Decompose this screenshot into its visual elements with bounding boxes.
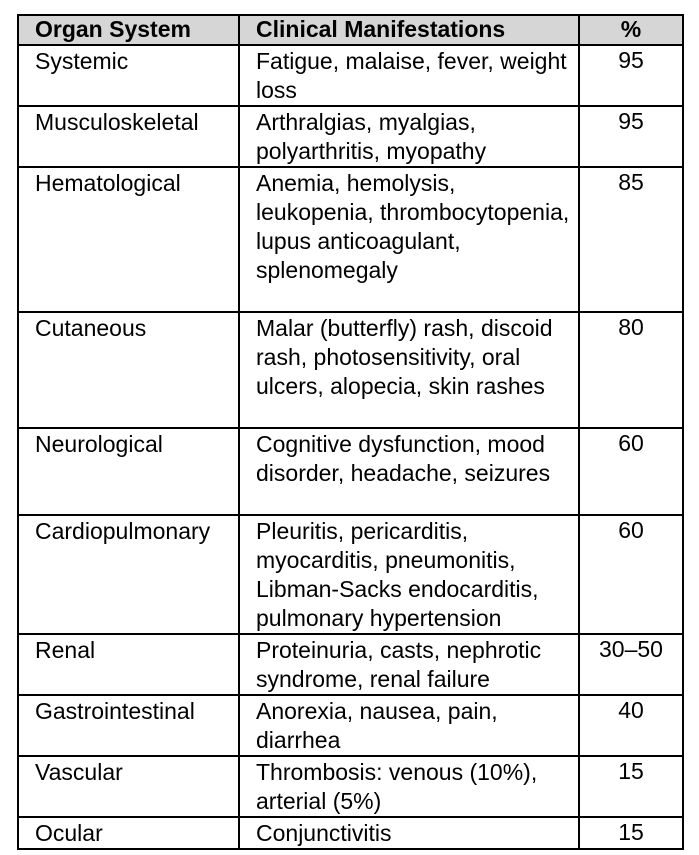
organ-cell: Cutaneous (18, 312, 239, 428)
percent-cell: 15 (579, 756, 683, 817)
percent-cell: 95 (579, 106, 683, 167)
table-row (18, 45, 683, 106)
table-row (18, 695, 683, 756)
manifestations-cell: Fatigue, malaise, fever, weight loss (239, 45, 579, 106)
header-percent: % (579, 15, 683, 45)
manifestations-cell: Anorexia, nausea, pain, diarrhea (239, 695, 579, 756)
header-clinical-manifestations: Clinical Manifestations (239, 15, 579, 45)
organ-cell: Gastrointestinal (18, 695, 239, 756)
organ-cell: Neurological (18, 428, 239, 515)
organ-cell: Systemic (18, 45, 239, 106)
manifestations-cell: Cognitive dysfunction, mood disorder, headache, seizures (239, 428, 579, 515)
percent-cell: 85 (579, 167, 683, 312)
manifestations-cell: Malar (butterfly) rash, discoid rash, photosensitivity, oral ulcers, alopecia, skin rashes (239, 312, 579, 428)
percent-cell: 80 (579, 312, 683, 428)
organ-cell: Cardiopulmonary (18, 515, 239, 634)
organ-cell: Renal (18, 634, 239, 695)
table-row (18, 312, 683, 428)
manifestations-table-container (17, 14, 682, 850)
organ-cell: Vascular (18, 756, 239, 817)
organ-cell: Musculoskeletal (18, 106, 239, 167)
table-row (18, 167, 683, 312)
percent-cell: 30–50 (579, 634, 683, 695)
organ-cell: Hematological (18, 167, 239, 312)
table-row (18, 817, 683, 849)
table-row (18, 756, 683, 817)
manifestations-cell: Pleuritis, pericarditis, myocarditis, pneumonitis, Libman-Sacks endocarditis, pulmonary hypertension (239, 515, 579, 634)
manifestations-cell: Arthralgias, myalgias, polyarthritis, myopathy (239, 106, 579, 167)
percent-cell: 95 (579, 45, 683, 106)
table-row (18, 428, 683, 515)
table-row (18, 515, 683, 634)
manifestations-table (17, 14, 684, 850)
header-row (18, 15, 683, 45)
manifestations-cell: Anemia, hemolysis, leukopenia, thrombocytopenia, lupus anticoagulant, splenomegaly (239, 167, 579, 312)
percent-cell: 60 (579, 515, 683, 634)
organ-cell: Ocular (18, 817, 239, 849)
manifestations-cell: Thrombosis: venous (10%), arterial (5%) (239, 756, 579, 817)
header-organ-system: Organ System (18, 15, 239, 45)
table-row (18, 106, 683, 167)
percent-cell: 40 (579, 695, 683, 756)
table-header (18, 15, 683, 45)
percent-cell: 60 (579, 428, 683, 515)
table-row (18, 634, 683, 695)
table-body (18, 45, 683, 849)
manifestations-cell: Conjunctivitis (239, 817, 579, 849)
percent-cell: 15 (579, 817, 683, 849)
manifestations-cell: Proteinuria, casts, nephrotic syndrome, renal failure (239, 634, 579, 695)
